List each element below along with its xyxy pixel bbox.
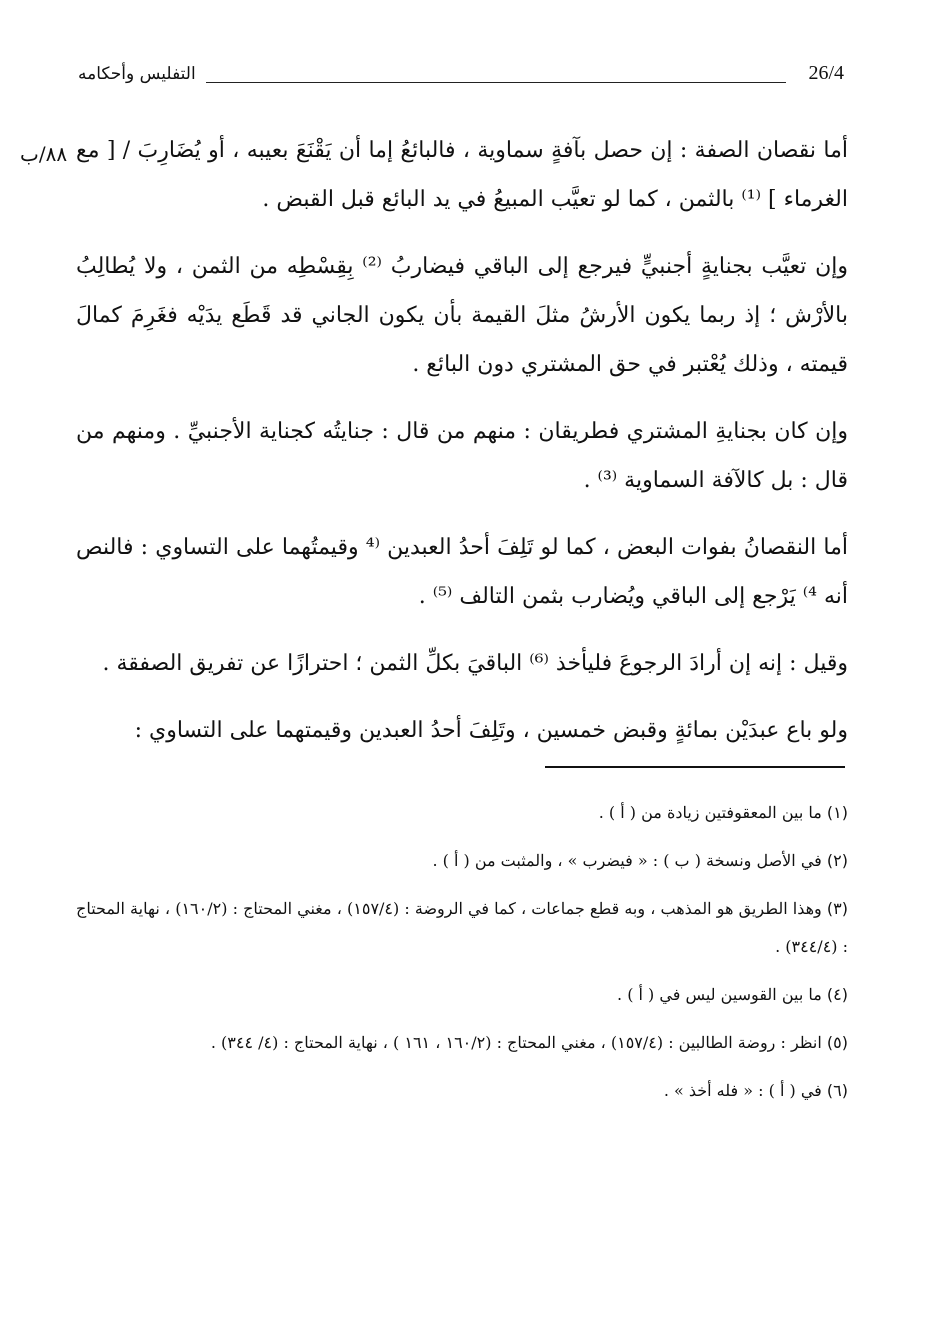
footnote-text: في ( أ ) : « فله أخذ » . [663, 1081, 822, 1100]
page-number: 26/4 [808, 62, 844, 84]
footnote [76, 842, 848, 880]
main-text [76, 126, 848, 773]
footnote-number: (٣) [826, 899, 848, 918]
footnote-number: (٢) [826, 851, 848, 870]
footnote [76, 794, 848, 832]
footnote-number: (٥) [826, 1033, 848, 1052]
footnote-number: (١) [826, 803, 848, 822]
header-rule [206, 82, 786, 83]
footnote [76, 1024, 848, 1062]
paragraph: أما نقصان الصفة : إن حصل بآفةٍ سماوية ، فالبائعُ إما أن يَقْنَعَ بعيبه ، أو يُضَارِبَ / [ مع الغرماء ] ⁽¹⁾ بالثمن ، كما لو تعيَّب المبيعُ في يد البائع قبل القبض . [76, 138, 848, 212]
footnotes [76, 794, 848, 1120]
footnote-number: (٦) [826, 1081, 848, 1100]
running-title: التفليس وأحكامه [78, 64, 196, 84]
footnote-text: انظر : روضة الطالبين : (١٥٧/٤) ، مغني المحتاج : (١٦٠/٢ ، ١٦١ ) ، نهاية المحتاج : (٤/ ٣٤٤) . [210, 1033, 822, 1052]
paragraph: أما النقصانُ بفوات البعض ، كما لو تَلِفَ أحدُ العبدين ⁽⁴ وقيمتُهما على التساوي : فالنص أنه ⁴⁾ يَرْجع إلى الباقي ويُضارب بثمن التالف ⁽⁵⁾ . [76, 535, 848, 609]
margin-folio-note: ٨٨/ب [20, 142, 68, 166]
footnote-text: ما بين القوسين ليس في ( أ ) . [617, 985, 822, 1004]
footnote [76, 976, 848, 1014]
paragraph: وقيل : إنه إن أرادَ الرجوعَ فليأخذ ⁽⁶⁾ الباقيَ بكلِّ الثمن ؛ احترازًا عن تفريق الصفقة . [102, 651, 848, 676]
footnote-number: (٤) [826, 985, 848, 1004]
footnote-divider [545, 766, 845, 768]
footnote-text: ما بين المعقوفتين زيادة من ( أ ) . [598, 803, 822, 822]
running-header [78, 60, 844, 94]
paragraph: وإن كان بجنايةِ المشتري فطريقان : منهم من قال : جنايتُه كجناية الأجنبيِّ . ومنهم من قال : بل كالآفة السماوية ⁽³⁾ . [76, 419, 848, 493]
footnote [76, 890, 848, 966]
footnote-text: في الأصل ونسخة ( ب ) : « فيضرب » ، والمثبت من ( أ ) . [432, 851, 822, 870]
paragraph: ولو باع عبدَيْن بمائةٍ وقبض خمسين ، وتَلِفَ أحدُ العبدين وقيمتهما على التساوي : [134, 718, 848, 743]
footnote [76, 1072, 848, 1110]
paragraph: وإن تعيَّب بجنايةٍ أجنبيٍّ فيرجع إلى الباقي فيضاربُ ⁽²⁾ بِقِسْطِه من الثمن ، ولا يُطالِبُ بالأرْش ؛ إذ ربما يكون الأرشُ مثلَ القيمة بأن يكون الجاني قد قَطَع يدَيْه فغَرِمَ كمالَ قيمته ، وذلك يُعْتبر في حق المشتري دون البائع . [76, 254, 849, 377]
footnote-text: وهذا الطريق هو المذهب ، وبه قطع جماعات ، كما في الروضة : (١٥٧/٤) ، مغني المحتاج : (١٦٠/٢) ، نهاية المحتاج : (٣٤٤/٤) . [76, 899, 848, 956]
